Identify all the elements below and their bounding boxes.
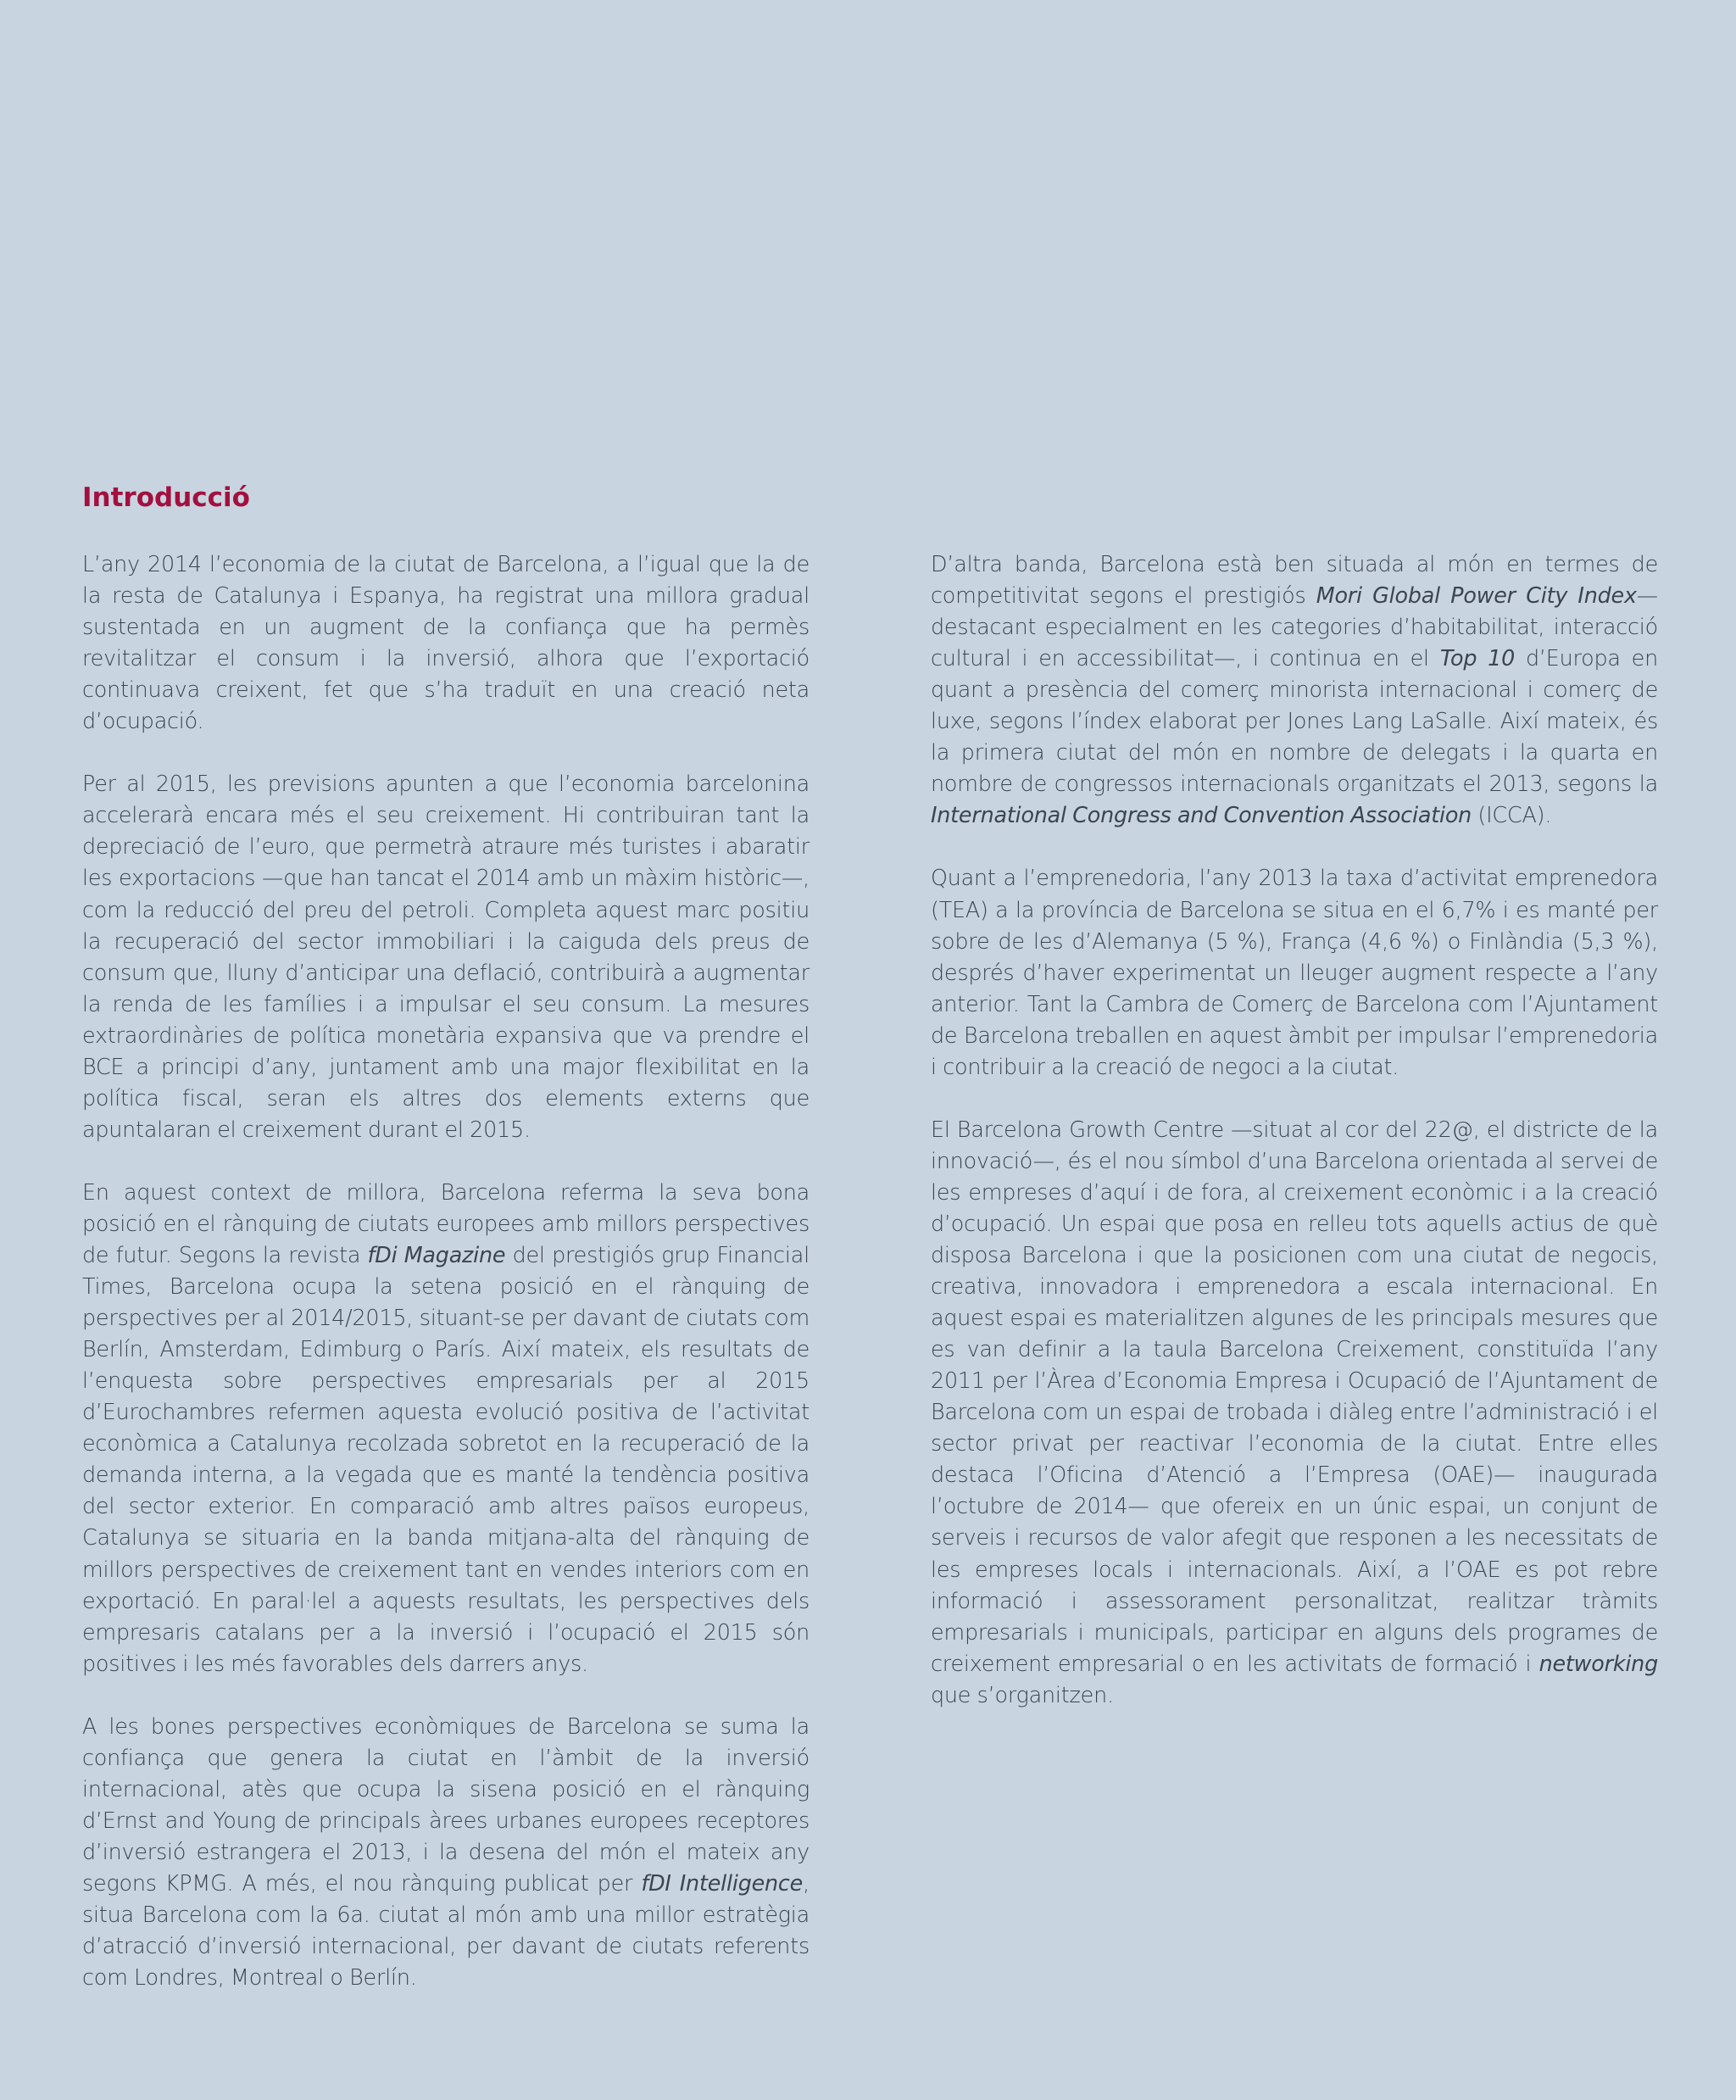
text-run: que s’organitzen. [931, 1681, 1114, 1707]
paragraph [82, 1711, 810, 1993]
text-run: (ICCA). [1472, 802, 1552, 828]
italic-title: Top 10 [1439, 645, 1516, 671]
text-run: El Barcelona Growth Centre —situat al cor del 22@, el districte de la innovació—, és el nou símbol d’una Barcelona orientada al servei de les empreses d’aquí i de fora, al creixement econòmic i a la creació d’ocupació. Un espai que posa en relleu tots aquells actius de què disposa Barcelona i que la posicionen com una ciutat de negocis, creativa, innovadora i emprenedora a escala internacional. En aquest espai es materialitzen algunes de les principals mesures que es van definir a la taula Barcelona Creixement, constituïda l’any 2011 per l’Àrea d’Economia Empresa i Ocupació de l’Ajuntament de Barcelona com un espai de trobada i diàleg entre l’administració i el sector privat per reactivar l’economia de la ciutat. Entre elles destaca l’Oficina d’Atenció a l’Empresa (OAE)— inaugurada l’octubre de 2014— que ofereix en un únic espai, un conjunt de serveis i recursos de valor afegit que responen a les necessitats de les empreses locals i internacionals. Així, a l’OAE es pot rebre informació i assessorament personalitzat, realitzar tràmits empresarials i municipals, participar en alguns dels programes de creixement empresarial o en les activitats de formació i [931, 1116, 1658, 1676]
italic-title: fDI Intelligence [641, 1869, 804, 1896]
text-run: En aquest context de millora, Barcelona referma la seva bona posició en el rànquing de ciutats europees amb millors perspectives de futur. Segons la revista [82, 1178, 810, 1268]
paragraph [82, 1177, 810, 1679]
italic-title: Mori Global Power City Index [1316, 582, 1637, 609]
paragraph [82, 768, 810, 1145]
text-run: d’Europa en quant a presència del comerç minorista internacional i comerç de luxe, segons l’índex elaborat per Jones Lang LaSalle. Així mateix, és la primera ciutat del món en nombre de delegats i la quarta en nombre de congressos internacionals organitzats el 2013, segons la [931, 645, 1658, 797]
paragraph [82, 549, 810, 737]
text-run: D’altra banda, Barcelona està ben situada al món en termes de competitivitat segons el prestigiós [931, 551, 1658, 609]
paragraph [931, 1114, 1658, 1711]
italic-title: fDi Magazine [367, 1242, 506, 1268]
italic-title: International Congress and Convention Association [931, 802, 1472, 828]
text-run: Quant a l’emprenedoria, l’any 2013 la taxa d’activitat emprenedora (TEA) a la província de Barcelona se situa en el 6,7% i es manté per sobre de les d’Alemanya (5 %), França (4,6 %) o Finlàndia (5,3 %), després d’haver experimentat un lleuger augment respecte a l’any anterior. Tant la Cambra de Comerç de Barcelona com l’Ajuntament de Barcelona treballen en aquest àmbit per impulsar l’emprenedoria i contribuir a la creació de negoci a la ciutat. [931, 865, 1658, 1079]
paragraph [931, 862, 1658, 1082]
text-run: A les bones perspectives econòmiques de Barcelona se suma la confiança que genera la ciutat en l’àmbit de la inversió internacional, atès que ocupa la sisena posició en el rànquing d’Ernst and Young de principals àrees urbanes europees receptores d’inversió estrangera el 2013, i la desena del món el mateix any segons KPMG. A més, el nou rànquing publicat per [82, 1713, 810, 1896]
right-column [931, 549, 1658, 1742]
text-run: , situa Barcelona com la 6a. ciutat al món amb una millor estratègia d’atracció d’inversió internacional, per davant de ciutats referents com Londres, Montreal o Berlín. [82, 1869, 810, 1991]
text-run: —destacant especialment en les categories d’habitabilitat, interacció cultural i en accessibilitat—, i continua en el [931, 582, 1658, 671]
text-run: Per al 2015, les previsions apunten a que l’economia barcelonina accelerarà encara més el seu creixement. Hi contribuiran tant la depreciació de l’euro, que permetrà atraure més turistes i abaratir les exportacions —que han tancat el 2014 amb un màxim històric—, com la reducció del preu del petroli. Completa aquest marc positiu la recuperació del sector immobiliari i la caiguda dels preus de consum que, lluny d’anticipar una deflació, contribuirà a augmentar la renda de les famílies i a impulsar el seu consum. La mesures extraordinàries de política monetària expansiva que va prendre el BCE a principi d’any, juntament amb una major flexibilitat en la política fiscal, seran els altres dos elements externs que apuntalaran el creixement durant el 2015. [82, 771, 810, 1142]
paragraph [931, 549, 1658, 831]
left-column [82, 549, 810, 2025]
section-heading: Introducció [82, 482, 250, 513]
text-run: del prestigiós grup Financial Times, Barcelona ocupa la setena posició en el rànquing de perspectives per al 2014/2015, situant-se per davant de ciutats com Berlín, Amsterdam, Edimburg o París. Així mateix, els resultats de l’enquesta sobre perspectives empresarials per al 2015 d’Eurochambres refermen aquesta evolució positiva de l’activitat econòmica a Catalunya recolzada sobretot en la recuperació de la demanda interna, a la vegada que es manté la tendència positiva del sector exterior. En comparació amb altres països europeus, Catalunya se situaria en la banda mitjana-alta del rànquing de millors perspectives de creixement tant en vendes interiors com en exportació. En paral·lel a aquests resultats, les perspectives dels empresaris catalans per a la inversió i l’ocupació el 2015 són positives i les més favorables dels darrers anys. [82, 1242, 810, 1676]
italic-term: networking [1538, 1650, 1658, 1676]
text-run: L’any 2014 l’economia de la ciutat de Barcelona, a l’igual que la de la resta de Catalunya i Espanya, ha registrat una millora gradual sustentada en un augment de la confiança que ha permès revitalitzar el consum i la inversió, alhora que l’exportació continuava creixent, fet que s’ha traduït en una creació neta d’ocupació. [82, 551, 810, 734]
